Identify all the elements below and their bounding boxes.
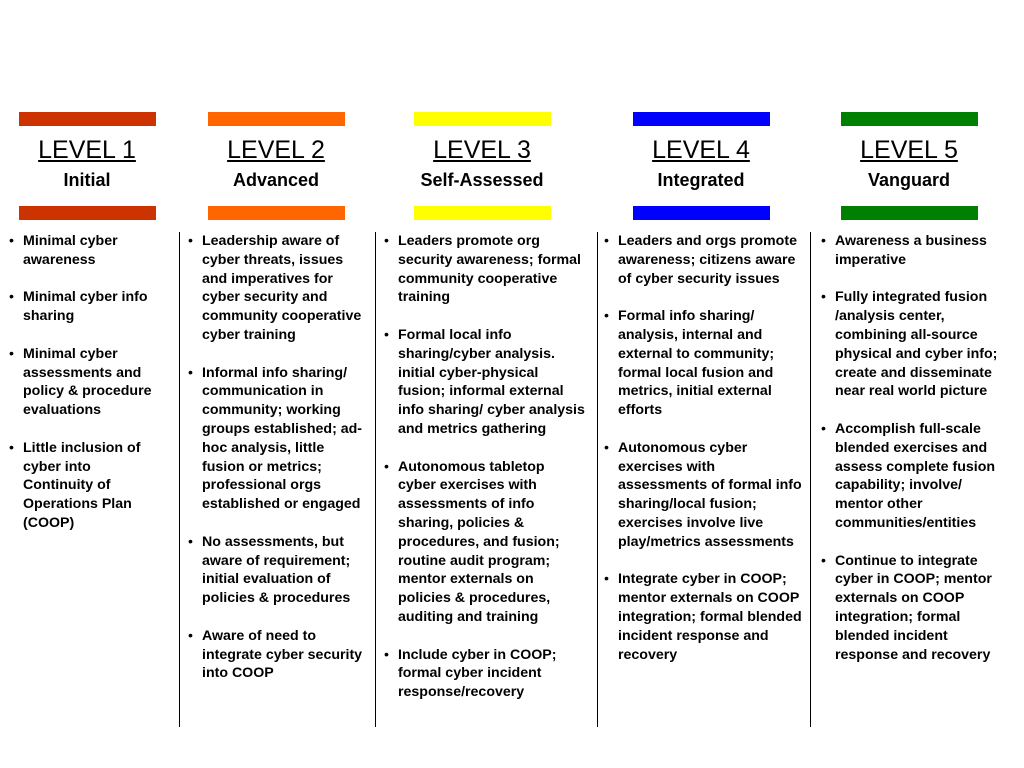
level-4-bottom-bar	[633, 206, 770, 220]
column-divider	[375, 232, 376, 727]
bullet-item: • Minimal cyber info sharing	[8, 288, 163, 326]
level-1-bullet-list	[8, 232, 163, 533]
level-5-subtitle: Vanguard	[867, 170, 951, 190]
bullet-item: • Minimal cyber awareness	[8, 232, 163, 270]
level-3-top-bar	[414, 112, 551, 126]
column-divider	[597, 232, 598, 727]
bullet-item: • Fully integrated fusion /analysis center, combining all-source physical and cyber info; create and disseminate near real world picture	[820, 288, 1004, 401]
bullet-item: • Formal info sharing/ analysis, internal and external to community; formal local fusion and metrics, initial external efforts	[603, 307, 803, 420]
bullet-item: • Autonomous cyber exercises with assessments of formal info sharing/local fusion; exercises involve live play/metrics assessments	[603, 439, 803, 552]
level-4-top-bar	[633, 112, 770, 126]
bullet-item: • Integrate cyber in COOP; mentor externals on COOP integration; formal blended incident response and recovery	[603, 570, 803, 664]
bullet-item: • Minimal cyber assessments and policy & procedure evaluations	[8, 345, 163, 420]
level-2-subtitle: Advanced	[232, 170, 320, 190]
level-4-title: LEVEL 4	[652, 136, 750, 164]
bullet-item: • Formal local info sharing/cyber analysis. initial cyber-physical fusion; informal external info sharing/ cyber analysis and metrics gathering	[383, 326, 585, 439]
level-2-top-bar	[208, 112, 345, 126]
level-2-bullet-list	[187, 232, 365, 683]
bullet-item: • Aware of need to integrate cyber security into COOP	[187, 627, 365, 683]
level-1-column	[8, 232, 163, 552]
level-2-title: LEVEL 2	[227, 136, 325, 164]
level-3-subtitle: Self-Assessed	[420, 170, 544, 190]
bullet-item: • No assessments, but aware of requirement; initial evaluation of policies & procedures	[187, 533, 365, 608]
bullet-item: • Informal info sharing/ communication in community; working groups established; ad-hoc analysis, little fusion or metrics; professional orgs established or engaged	[187, 364, 365, 514]
level-3-column	[383, 232, 585, 721]
level-1-bottom-bar	[19, 206, 156, 220]
level-5-bottom-bar	[841, 206, 978, 220]
bullet-item: • Awareness a business imperative	[820, 232, 1004, 270]
level-3-bottom-bar	[414, 206, 551, 220]
bullet-item: • Leadership aware of cyber threats, issues and imperatives for cyber security and community cooperative cyber training	[187, 232, 365, 345]
level-4-bullet-list	[603, 232, 803, 664]
level-5-title: LEVEL 5	[860, 136, 958, 164]
level-1-subtitle: Initial	[63, 170, 111, 190]
level-2-column	[187, 232, 365, 702]
bullet-item: • Autonomous tabletop cyber exercises with assessments of info sharing, policies & procedures, and fusion; routine audit program; mentor externals on policies & procedures, auditing and training	[383, 458, 585, 627]
bullet-item: • Include cyber in COOP; formal cyber incident response/recovery	[383, 646, 585, 702]
bullet-item: • Leaders and orgs promote awareness; citizens aware of cyber security issues	[603, 232, 803, 288]
level-1-top-bar	[19, 112, 156, 126]
level-5-bullet-list	[820, 232, 1004, 664]
level-4-column	[603, 232, 803, 683]
bullet-item: • Continue to integrate cyber in COOP; mentor externals on COOP integration; formal blended incident response and recovery	[820, 552, 1004, 665]
column-divider	[810, 232, 811, 727]
bullet-item: • Leaders promote org security awareness; formal community cooperative training	[383, 232, 585, 307]
bullet-item: • Accomplish full-scale blended exercises and assess complete fusion capability; involve/ mentor other communities/entities	[820, 420, 1004, 533]
bullet-item: • Little inclusion of cyber into Continuity of Operations Plan (COOP)	[8, 439, 163, 533]
column-divider	[179, 232, 180, 727]
level-5-top-bar	[841, 112, 978, 126]
level-4-subtitle: Integrated	[657, 170, 745, 190]
level-1-title: LEVEL 1	[38, 136, 136, 164]
level-3-title: LEVEL 3	[433, 136, 531, 164]
level-3-bullet-list	[383, 232, 585, 702]
level-5-column	[820, 232, 1004, 683]
level-2-bottom-bar	[208, 206, 345, 220]
